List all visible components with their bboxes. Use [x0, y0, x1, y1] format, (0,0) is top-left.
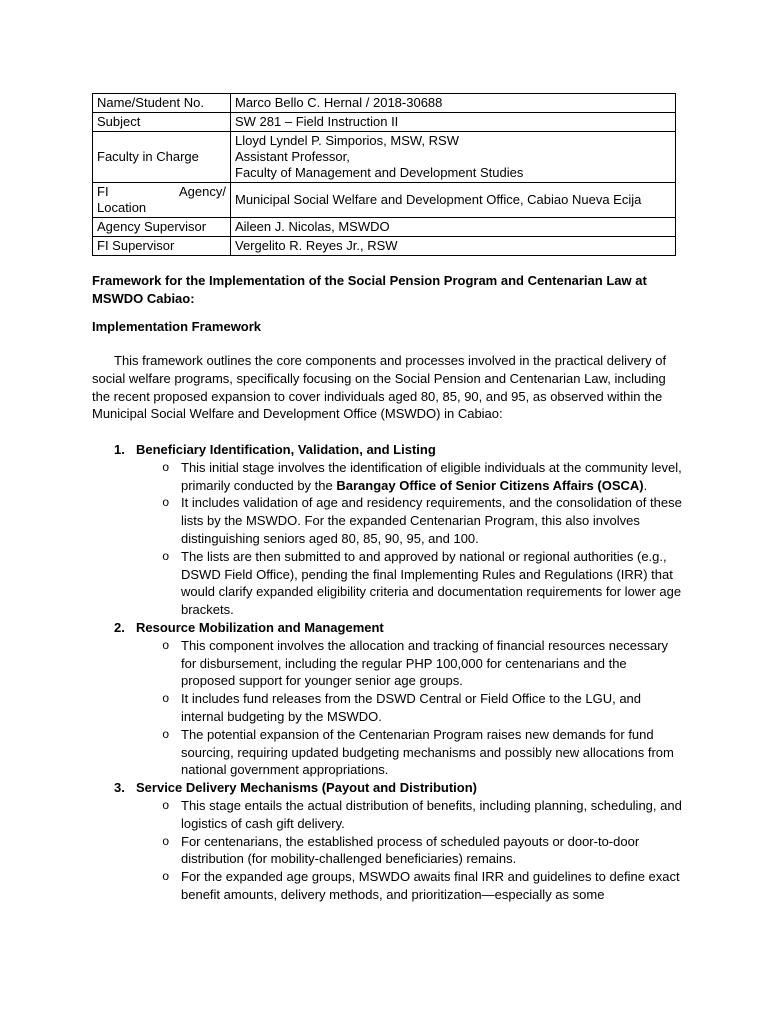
bullet-text: It includes fund releases from the DSWD Central or Field Office to the LGU, and internal budgeting by the MSWDO. — [181, 691, 642, 724]
section-title — [92, 619, 682, 637]
table-row — [93, 113, 676, 132]
bold-text: Barangay Office of Senior Citizens Affairs (OSCA) — [336, 477, 644, 493]
section-number: 2. — [114, 619, 125, 635]
bullet-marker: o — [162, 869, 169, 884]
bullet-item — [92, 726, 682, 779]
bullet-list — [92, 459, 682, 619]
bullet-text: This component involves the allocation and tracking of financial resources necessary for disbursement, including the regular PHP 100,000 for centenarians and the proposed support for younger senior age groups. — [181, 637, 669, 689]
bullet-item — [92, 833, 682, 869]
bullet-text: For the expanded age groups, MSWDO awaits final IRR and guidelines to define exact benefit amounts, delivery methods, and prioritization—especially as some — [181, 869, 680, 902]
section-label: Service Delivery Mechanisms (Payout and Distribution) — [136, 780, 477, 796]
document-title: Framework for the Implementation of the Social Pension Program and Centenarian Law at MSWDO Cabiao: — [92, 273, 647, 306]
bullet-marker: o — [162, 833, 169, 848]
list-item — [92, 441, 682, 619]
row-value: Vergelito R. Reyes Jr., RSW — [231, 237, 676, 256]
row-label: FI Supervisor — [93, 237, 231, 256]
bullet-text: The lists are then submitted to and approved by national or regional authorities (e.g., DSWD Field Office), pending the final Implementing Rules and Regulations (IRR) that would clarify expanded eligibility criteria and documentation requirements for lower age brackets. — [181, 548, 682, 618]
text-span: This initial stage involves the identification of eligible individuals at the community level, primarily conducted by the — [181, 459, 682, 493]
bullet-list — [92, 637, 682, 779]
row-label-part: FI — [97, 184, 109, 199]
row-label-line1 — [97, 184, 226, 200]
bullet-marker: o — [162, 637, 169, 652]
row-label: Subject — [93, 113, 231, 132]
list-item — [92, 779, 682, 904]
bullet-item — [92, 548, 682, 619]
section-heading: Implementation Framework — [92, 319, 262, 334]
bullet-text: This stage entails the actual distribution of benefits, including planning, scheduling, and logistics of cash gift delivery. — [181, 797, 682, 831]
bullet-item — [92, 797, 682, 833]
bullet-marker: o — [162, 495, 169, 510]
framework-list — [92, 441, 682, 904]
intro-paragraph: This framework outlines the core components and processes involved in the practical delivery of social welfare programs, specifically focusing on the Social Pension and Centenarian Law, including the recent proposed expansion to cover individuals aged 80, 85, 90, and 95, as observed within the Municipal Social Welfare and Development Office (MSWDO) in Cabiao: — [92, 353, 667, 422]
table-row — [93, 218, 676, 237]
bullet-item — [92, 494, 682, 547]
student-info-table — [92, 93, 676, 256]
bullet-text — [181, 459, 682, 495]
row-value: Marco Bello C. Hernal / 2018-30688 — [231, 94, 676, 113]
section-number: 1. — [114, 442, 125, 457]
bullet-marker: o — [162, 459, 169, 474]
faculty-unit: Faculty of Management and Development Studies — [235, 165, 524, 180]
row-value: Aileen J. Nicolas, MSWDO — [231, 218, 676, 237]
list-item — [92, 619, 682, 779]
bullet-list — [92, 797, 682, 904]
table-row — [93, 237, 676, 256]
bullet-item — [92, 637, 682, 690]
bullet-text: For centenarians, the established process of scheduled payouts or door-to-door distribution (for mobility-challenged beneficiaries) remains. — [181, 833, 640, 867]
row-label: Faculty in Charge — [93, 132, 231, 183]
bullet-marker: o — [162, 548, 169, 563]
table-row — [93, 94, 676, 113]
bullet-text: The potential expansion of the Centenarian Program raises new demands for fund sourcing, requiring updated budgeting mechanisms and possibly new allocations from national government appropriations. — [181, 726, 674, 778]
bullet-item — [92, 690, 682, 726]
row-value: SW 281 – Field Instruction II — [231, 113, 676, 132]
row-label-line2: Location — [97, 200, 147, 215]
bullet-item — [92, 459, 682, 495]
section-label: Beneficiary Identification, Validation, and Listing — [136, 442, 436, 457]
row-label: Name/Student No. — [93, 94, 231, 113]
row-label-part: Agency/ — [179, 184, 226, 199]
row-value: Municipal Social Welfare and Development Office, Cabiao Nueva Ecija — [231, 183, 676, 218]
table-row — [93, 132, 676, 183]
row-value — [231, 132, 676, 183]
bullet-marker: o — [162, 726, 169, 741]
bullet-text: It includes validation of age and residency requirements, and the consolidation of these lists by the MSWDO. For the expanded Centenarian Program, this also involves distinguishing seniors aged 80, 85, 90, 95, and 100. — [181, 495, 682, 546]
text-span: . — [643, 477, 648, 493]
row-label: Agency Supervisor — [93, 218, 231, 237]
row-label — [93, 183, 231, 218]
section-title — [92, 779, 682, 797]
bullet-item — [92, 868, 682, 904]
table-row — [93, 183, 676, 218]
section-number: 3. — [114, 780, 125, 796]
bullet-marker: o — [162, 691, 169, 706]
bullet-marker: o — [162, 797, 169, 812]
section-title — [92, 441, 682, 459]
section-label: Resource Mobilization and Management — [136, 619, 384, 635]
faculty-name: Lloyd Lyndel P. Simporios, MSW, RSW — [235, 133, 459, 148]
faculty-position: Assistant Professor, — [235, 149, 350, 164]
